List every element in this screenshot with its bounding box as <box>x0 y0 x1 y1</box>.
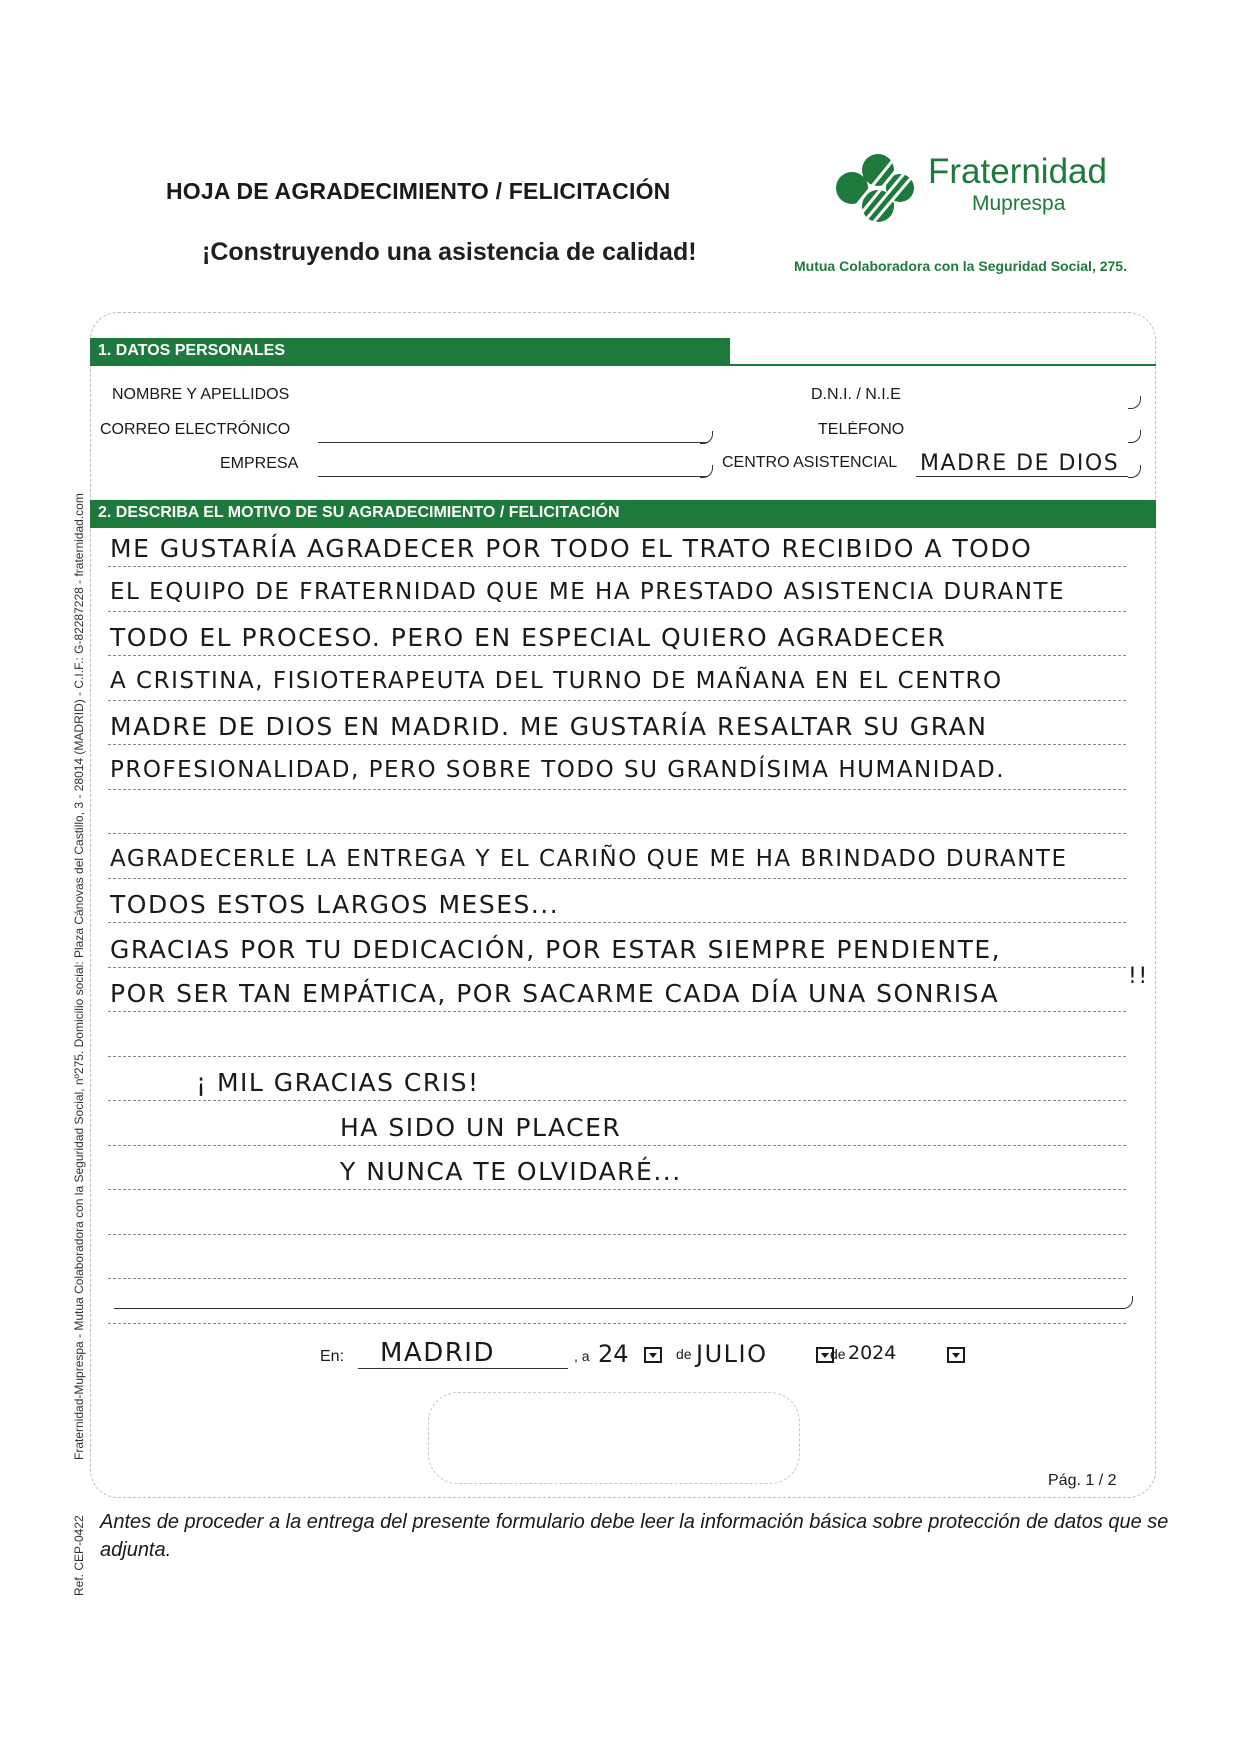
dni-label: D.N.I. / N.I.E <box>811 386 901 403</box>
brand-sub: Muprespa <box>972 192 1066 215</box>
page-title: HOJA DE AGRADECIMIENTO / FELICITACIÓN <box>166 178 671 204</box>
company-label: EMPRESA <box>220 455 299 472</box>
mutua-line: Mutua Colaboradora con la Seguridad Social, 275. <box>794 258 1127 274</box>
side-legal-text: Fraternidad-Muprespa - Mutua Colaboradora con la Seguridad Social, nº275. Domicilio social: Plaza Cánovas del Castillo, 3 - 28014 (MADRID) - C.I.F.: G-82287228 - fraternidad.com <box>72 493 86 1460</box>
name-label: NOMBRE Y APELLIDOS <box>112 386 290 403</box>
signature-box[interactable] <box>428 1392 800 1484</box>
email-label: CORREO ELECTRÓNICO <box>100 421 291 438</box>
place-field-line <box>358 1368 568 1369</box>
place-value[interactable]: MADRID <box>380 1338 495 1368</box>
ruled-line <box>108 789 1126 790</box>
reason-text-line: Y NUNCA TE OLVIDARÉ... <box>340 1157 682 1186</box>
ruled-line <box>108 1011 1126 1012</box>
place-label: En: <box>320 1348 345 1365</box>
reference-code: Ref. CEP-0422 <box>72 1515 86 1596</box>
year-label: de <box>830 1346 846 1362</box>
ruled-line <box>108 655 1126 656</box>
reason-text-line: ¡ MIL GRACIAS CRIS! <box>196 1068 480 1097</box>
reason-text-line: MADRE DE DIOS EN MADRID. ME GUSTARÍA RESALTAR SU GRAN <box>110 712 988 741</box>
ruled-line <box>108 566 1126 567</box>
ruled-line <box>108 967 1126 968</box>
email-field[interactable] <box>318 442 708 443</box>
page-number: Pág. 1 / 2 <box>1048 1472 1117 1489</box>
brand-name: Fraternidad <box>928 152 1107 191</box>
phone-label: TELÉFONO <box>818 421 905 438</box>
ruled-line <box>108 1323 1126 1324</box>
center-label: CENTRO ASISTENCIAL <box>722 454 898 471</box>
ruled-line <box>108 1056 1126 1057</box>
ruled-line <box>108 744 1126 745</box>
ruled-line <box>108 1189 1126 1190</box>
month-label: de <box>676 1346 692 1362</box>
section-reason-title: 2. DESCRIBA EL MOTIVO DE SU AGRADECIMIENTO / FELICITACIÓN <box>98 504 620 521</box>
day-dropdown-icon[interactable] <box>644 1347 662 1363</box>
company-field[interactable] <box>318 476 708 477</box>
reason-text-line: A CRISTINA, FISIOTERAPEUTA DEL TURNO DE MAÑANA EN EL CENTRO <box>110 667 1003 694</box>
year-dropdown-icon[interactable] <box>947 1347 965 1363</box>
section-personal-data-title: 1. DATOS PERSONALES <box>98 342 285 359</box>
reason-text-line: HA SIDO UN PLACER <box>340 1112 622 1142</box>
fraternidad-logo-icon <box>826 150 922 230</box>
smile-mark: !! <box>1128 964 1149 989</box>
section-personal-data-header <box>90 338 730 366</box>
ruled-line <box>108 611 1126 612</box>
center-field-line <box>916 476 1128 477</box>
reason-text-line: TODO EL PROCESO. PERO EN ESPECIAL QUIERO AGRADECER <box>110 623 947 652</box>
reason-text-line: GRACIAS POR TU DEDICACIÓN, POR ESTAR SIEMPRE PENDIENTE, <box>110 934 1002 964</box>
reason-text-line: TODOS ESTOS LARGOS MESES... <box>110 890 560 919</box>
ruled-line <box>108 1100 1126 1101</box>
ruled-line <box>108 1234 1126 1235</box>
ruled-line <box>108 1278 1126 1279</box>
reason-text-line: EL EQUIPO DE FRATERNIDAD QUE ME HA PRESTADO ASISTENCIA DURANTE <box>110 578 1066 605</box>
section-header-rule <box>730 364 1156 366</box>
page-subtitle: ¡Construyendo una asistencia de calidad! <box>202 238 697 266</box>
ruled-line <box>108 833 1126 834</box>
center-value[interactable]: MADRE DE DIOS <box>920 451 1120 476</box>
year-value[interactable]: 2024 <box>848 1342 897 1364</box>
data-protection-note: Antes de proceder a la entrega del presente formulario debe leer la información básica sobre protección de datos que se adjunta. <box>100 1511 1169 1561</box>
reason-text-line: ME GUSTARÍA AGRADECER POR TODO EL TRATO RECIBIDO A TODO <box>110 534 1033 563</box>
day-value[interactable]: 24 <box>598 1340 629 1368</box>
day-label: , a <box>574 1348 590 1364</box>
ruled-line <box>108 700 1126 701</box>
ruled-line <box>108 922 1126 923</box>
ruled-line <box>108 1145 1126 1146</box>
month-value[interactable]: JULIO <box>696 1340 768 1368</box>
reason-text-line: PROFESIONALIDAD, PERO SOBRE TODO SU GRANDÍSIMA HUMANIDAD. <box>110 756 1006 783</box>
reason-text-line: POR SER TAN EMPÁTICA, POR SACARME CADA DÍA UNA SONRISA <box>110 979 1000 1008</box>
reason-text-line: AGRADECERLE LA ENTREGA Y EL CARIÑO QUE ME HA BRINDADO DURANTE <box>110 845 1068 872</box>
reason-final-line <box>114 1308 1124 1309</box>
section-reason-header <box>90 500 1156 528</box>
ruled-line <box>108 878 1126 879</box>
